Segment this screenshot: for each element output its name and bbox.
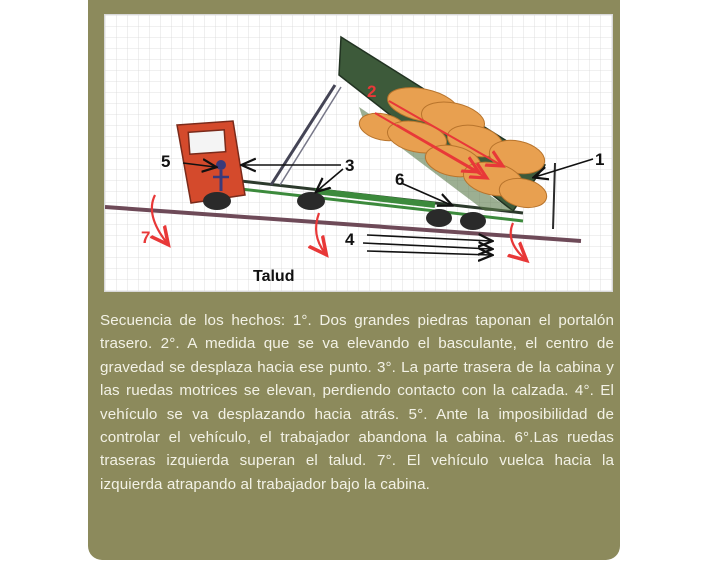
label-7: 7 [141, 228, 151, 247]
label-3: 3 [345, 156, 355, 175]
wheel-middle [297, 192, 325, 210]
wheel-front [203, 192, 231, 210]
label-talud: Talud [253, 268, 295, 285]
accident-diagram [104, 14, 613, 292]
wheel-rear-1 [426, 209, 452, 227]
wheel-rear-2 [460, 212, 486, 230]
label-2: 2 [367, 82, 377, 101]
label-1: 1 [595, 150, 605, 169]
label-4: 4 [345, 230, 355, 249]
label-5: 5 [161, 152, 171, 171]
label-6: 6 [395, 170, 405, 189]
caption-text: Secuencia de los hechos: 1°. Dos grandes piedras taponan el portalón trasero. 2°. A medida que se va elevando el basculante, el centro de gravedad se desplaza hacia ese punto. 3°. La parte trasera de la cabina y las ruedas motrices se elevan, perdiendo contacto con la calzada. 4°. El vehículo se va desplazando hacia atrás. 5°. Ante la imposibilidad de controlar el vehículo, el trabajador abandona la cabina. 6°.Las ruedas traseras izquierda superan el talud. 7°. El vehículo vuelca hacia la izquierda atrapando al trabajador bajo la cabina. [100, 312, 614, 493]
